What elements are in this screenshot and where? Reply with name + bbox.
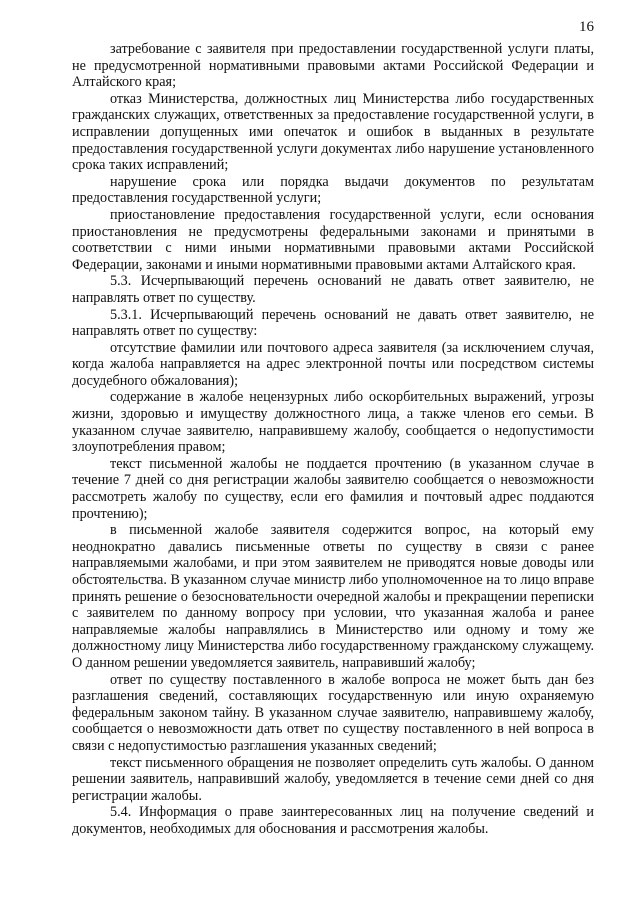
paragraph: в письменной жалобе заявителя содержится вопрос, на который ему неоднократно давались письменные ответы по существу в связи с ранее направляемыми жалобами, и при этом заявителем не приводятся новые доводы или обстоятельства. В указанном случае министр либо уполномоченное на то лицо вправе принять решение о безосновательности очередной жалобы и прекращении переписки с заявителем по данному вопросу при условии, что указанная жалоба и ранее направляемые жалобы направлялись в Министерство или одному и тому же должностному лицу Министерства либо государственному гражданскому служащему. О данном решении уведомляется заявитель, направивший жалобу; — [72, 522, 594, 671]
paragraph: ответ по существу поставленного в жалобе вопроса не может быть дан без разглашения сведений, составляющих государственную или иную охраняемую федеральным законом тайну. В указанном случае заявителю, направившему жалобу, сообщается о невозможности дать ответ по существу поставленного в ней вопроса в связи с недопустимостью разглашения указанных сведений; — [72, 671, 594, 754]
section-heading-5-3-1: 5.3.1. Исчерпывающий перечень оснований не давать ответ заявителю, не направлять ответ по существу: — [72, 306, 594, 340]
paragraph: текст письменного обращения не позволяет определить суть жалобы. О данном решении заявитель, направивший жалобу, уведомляется в течение семи дней со дня регистрации жалобы. — [72, 754, 594, 804]
paragraph: отсутствие фамилии или почтового адреса заявителя (за исключением случая, когда жалоба направляется на адрес электронной почты или посредством системы досудебного обжалования); — [72, 339, 594, 389]
paragraph: нарушение срока или порядка выдачи документов по результатам предоставления государственной услуги; — [72, 173, 594, 207]
section-heading-5-3: 5.3. Исчерпывающий перечень оснований не давать ответ заявителю, не направлять ответ по существу. — [72, 273, 594, 306]
paragraph: затребование с заявителя при предоставлении государственной услуги платы, не предусмотренной нормативными правовыми актами Российской Федерации и Алтайского края; — [72, 41, 594, 91]
paragraph: содержание в жалобе нецензурных либо оскорбительных выражений, угрозы жизни, здоровью и имуществу должностного лица, а также членов его семьи. В указанном случае заявителю, направившему жалобу, сообщается о недопустимости злоупотребления правом; — [72, 389, 594, 456]
document-body — [72, 41, 594, 838]
paragraph: приостановление предоставления государственной услуги, если основания приостановления не предусмотрены федеральными законами и принятыми в соответствии с ними иными нормативными правовыми актами Российской Федерации, законами и иными нормативными правовыми актами Алтайского края. — [72, 206, 594, 273]
page-number: 16 — [579, 19, 594, 35]
section-heading-5-4: 5.4. Информация о праве заинтересованных лиц на получение сведений и документов, необходимых для обоснования и рассмотрения жалобы. — [72, 804, 594, 837]
paragraph: отказ Министерства, должностных лиц Министерства либо государственных гражданских служащих, ответственных за предоставление государственной услуги, в исправлении допущенных ими опечаток и ошибок в выданных в результате предоставления государственной услуги документах либо нарушение установленного срока таких исправлений; — [72, 90, 594, 174]
paragraph: текст письменной жалобы не поддается прочтению (в указанном случае в течение 7 дней со дня регистрации жалобы заявителю сообщается о невозможности рассмотреть жалобу по существу, если его фамилия и почтовый адрес поддаются прочтению); — [72, 455, 594, 522]
